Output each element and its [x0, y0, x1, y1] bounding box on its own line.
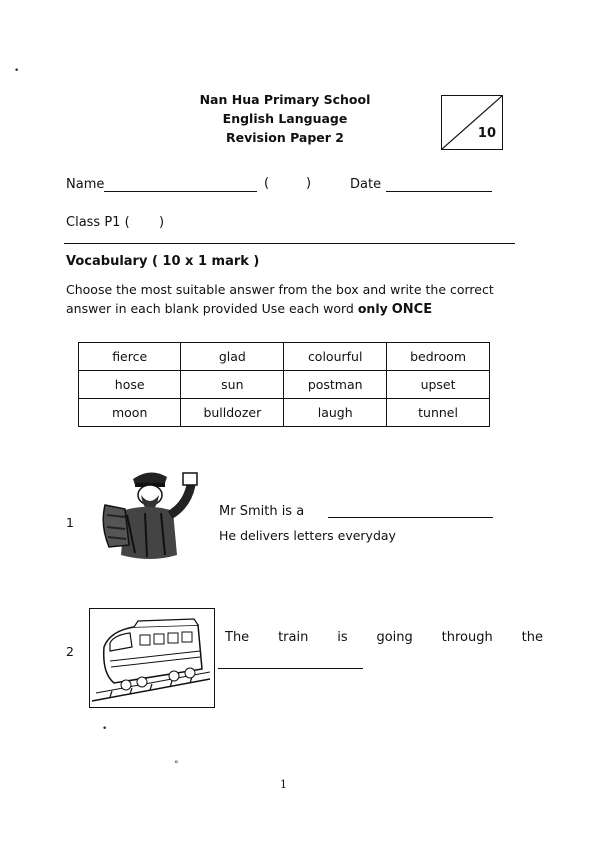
name-label: Name [66, 177, 105, 192]
word-cell: postman [284, 371, 387, 399]
word-cell: bulldozer [181, 399, 284, 427]
question-2-word: going [376, 630, 413, 645]
instruction-only: only [357, 301, 388, 316]
word-cell: hose [79, 371, 181, 399]
scan-speck: • [14, 66, 20, 76]
word-cell: sun [181, 371, 284, 399]
date-label: Date [350, 177, 382, 192]
question-2-answer-line[interactable] [218, 668, 363, 669]
question-1-answer-line[interactable] [328, 517, 493, 518]
question-2-word: through [441, 630, 493, 645]
question-2-number: 2 [66, 644, 74, 659]
page-number: 1 [280, 778, 287, 791]
question-2-word: is [337, 630, 348, 645]
question-2-word: train [278, 630, 309, 645]
class-label: Class P1 ( [66, 215, 130, 230]
subject-title: English Language [222, 111, 348, 126]
train-picture [89, 608, 215, 708]
word-cell: glad [181, 343, 284, 371]
question-2-prompt [225, 630, 543, 645]
instructions [66, 280, 536, 319]
school-name: Nan Hua Primary School [199, 92, 371, 107]
scan-speck: ° [174, 760, 179, 770]
name-field[interactable] [104, 191, 257, 192]
paper-title: Revision Paper 2 [226, 130, 344, 145]
word-row [79, 371, 490, 399]
word-row [79, 343, 490, 371]
divider [64, 243, 515, 244]
class-paren-close: ) [159, 215, 165, 230]
word-box [78, 342, 490, 427]
word-cell: tunnel [387, 399, 490, 427]
question-2-word: the [521, 630, 543, 645]
word-cell: laugh [284, 399, 387, 427]
word-cell: bedroom [387, 343, 490, 371]
score-diagonal [442, 96, 502, 149]
score-box [441, 95, 503, 150]
instruction-once: ONCE [391, 302, 433, 317]
word-cell: upset [387, 371, 490, 399]
word-cell: colourful [284, 343, 387, 371]
scan-speck: • [102, 724, 108, 734]
postman-picture [95, 465, 200, 565]
word-row [79, 399, 490, 427]
question-2-word: The [225, 630, 250, 645]
question-1-prompt: Mr Smith is a [219, 504, 305, 519]
word-cell: moon [79, 399, 181, 427]
date-field[interactable] [386, 191, 492, 192]
register-paren-close: ) [306, 176, 312, 191]
question-1-sentence: He delivers letters everyday [219, 528, 396, 543]
word-cell: fierce [79, 343, 181, 371]
instruction-text: Choose the most suitable answer from the box and write the correct answer in each blank provided Use each word [66, 282, 494, 316]
question-1-number: 1 [66, 515, 74, 530]
section-title: Vocabulary ( 10 x 1 mark ) [66, 254, 260, 269]
register-paren-open: ( [264, 176, 270, 191]
score-total: 10 [477, 126, 496, 141]
